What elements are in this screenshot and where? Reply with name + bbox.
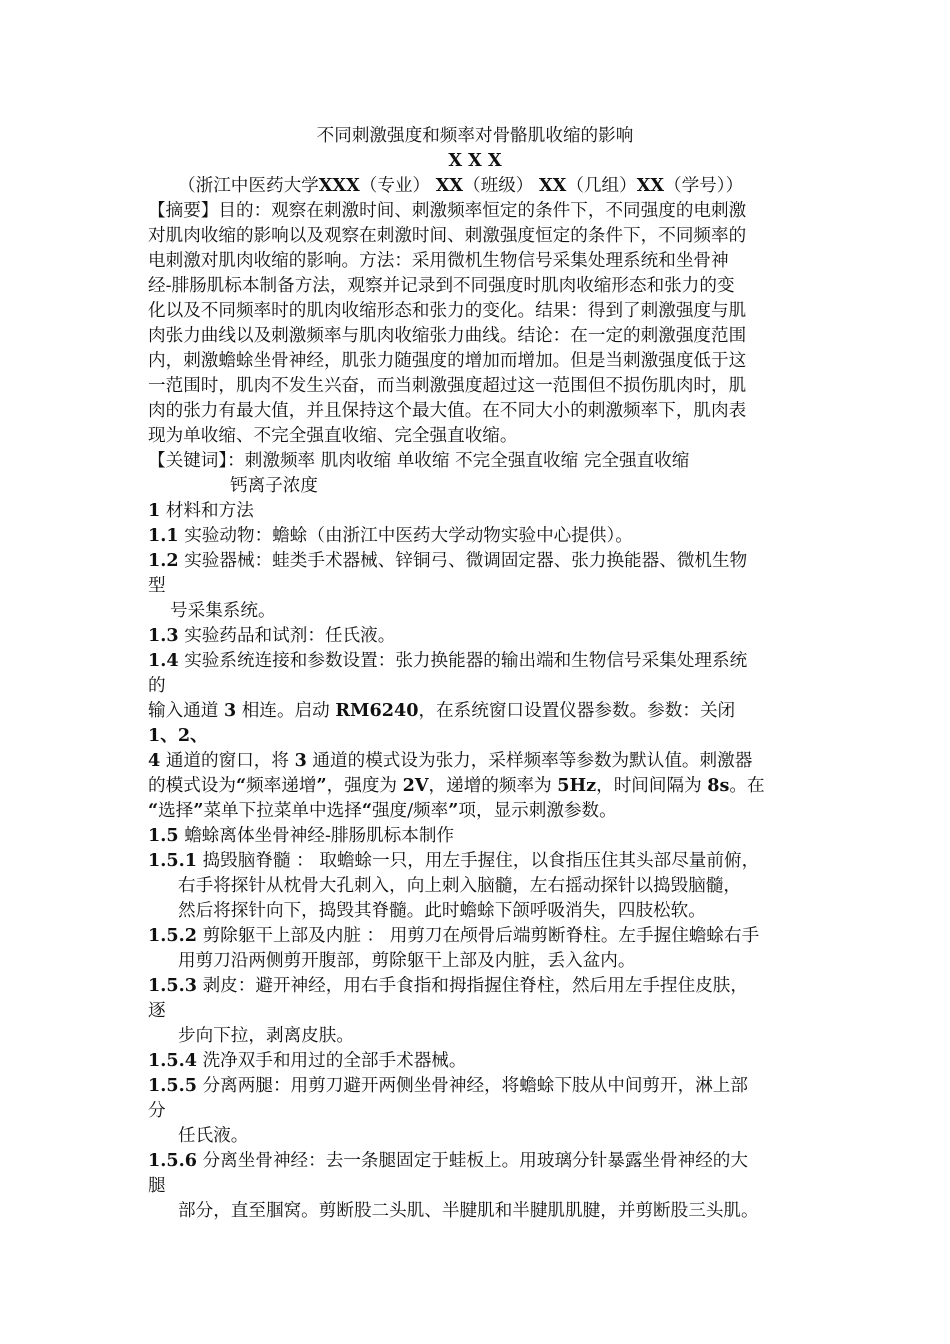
keywords-continued: 钙离子浓度 <box>230 476 318 496</box>
abstract-line: 对肌肉收缩的影响以及观察在刺激时间、刺激强度恒定的条件下，不同频率的 <box>148 226 747 246</box>
section-1-2: 1.2 实验器械：蛙类手术器械、锌铜弓、微调固定器、张力换能器、微机生物 <box>148 550 748 571</box>
abstract-line: 化以及不同频率时的肌肉收缩形态和张力的变化。结果：得到了刺激强度与肌 <box>148 301 747 321</box>
section-1-4-line: 4 通道的窗口，将 3 通道的模式设为张力，采样频率等参数为默认值。刺激器 <box>148 750 753 771</box>
section-1-4-line: “选择”菜单下拉菜单中选择“强度/频率”项，显示刺激参数。 <box>148 800 617 821</box>
section-1-5-1-continued: 然后将探针向下，捣毁其脊髓。此时蟾蜍下颌呼吸消失，四肢松软。 <box>178 901 706 921</box>
section-1-4-line: 输入通道 3 相连。启动 RM6240，在系统窗口设置仪器参数。参数：关闭 <box>148 700 736 721</box>
section-1-5-5-continued: 任氏液。 <box>178 1126 249 1146</box>
section-1-5-6: 1.5.6 分离坐骨神经：去一条腿固定于蛙板上。用玻璃分针暴露坐骨神经的大 <box>148 1150 748 1171</box>
section-1-5-5: 1.5.5 分离两腿：用剪刀避开两侧坐骨神经，将蟾蜍下肢从中间剪开，淋上部 <box>148 1075 748 1096</box>
section-1-5-6-continued: 部分，直至腘窝。剪断股二头肌、半腱肌和半腱肌肌腱，并剪断股三头肌。 <box>178 1201 759 1221</box>
abstract-line: 肉张力曲线以及刺激频率与肌肉收缩张力曲线。结论：在一定的刺激强度范围 <box>148 326 747 346</box>
section-1-5-3-wrap: 逐 <box>148 1001 166 1021</box>
section-1-5-1-continued: 右手将探针从枕骨大孔刺入，向上刺入脑髓，左右摇动探针以捣毁脑髓， <box>178 876 742 896</box>
abstract-line: 肉的张力有最大值，并且保持这个最大值。在不同大小的刺激频率下，肌肉表 <box>148 401 747 421</box>
section-1-5-6-wrap: 腿 <box>148 1176 166 1196</box>
abstract-line: 经-腓肠肌标本制备方法，观察并记录到不同强度时肌肉收缩形态和张力的变 <box>148 276 735 296</box>
section-1-5-3: 1.5.3 剥皮：避开神经，用右手食指和拇指握住脊柱，然后用左手捏住皮肤， <box>148 975 748 996</box>
abstract-line: 【摘要】目的：观察在刺激时间、刺激频率恒定的条件下，不同强度的电刺激 <box>148 201 747 221</box>
section-heading-1: 1 材料和方法 <box>148 500 254 521</box>
section-1-5-1: 1.5.1 捣毁脑脊髓 ： 取蟾蜍一只，用左手握住，以食指压住其头部尽量前俯， <box>148 850 760 871</box>
abstract-line: 现为单收缩、不完全强直收缩、完全强直收缩。 <box>148 426 518 446</box>
affiliation: （浙江中医药大学XXX（专业） XX（班级） XX（几组）XX（学号）） <box>178 175 744 196</box>
section-1-5-2: 1.5.2 剪除躯干上部及内脏 ： 用剪刀在颅骨后端剪断脊柱。左手握住蟾蜍右手 <box>148 925 760 946</box>
section-1-4: 1.4 实验系统连接和参数设置：张力换能器的输出端和生物信号采集处理系统 <box>148 650 748 671</box>
section-1-5-5-wrap: 分 <box>148 1101 166 1121</box>
section-1-5: 1.5 蟾蜍离体坐骨神经-腓肠肌标本制作 <box>148 825 455 846</box>
section-1-5-4: 1.5.4 洗净双手和用过的全部手术器械。 <box>148 1050 467 1071</box>
abstract-line: 电刺激对肌肉收缩的影响。方法：采用微机生物信号采集处理系统和坐骨神 <box>148 251 729 271</box>
paper-title: 不同刺激强度和频率对骨骼肌收缩的影响 <box>316 126 634 146</box>
section-1-4-wrap: 的 <box>148 676 166 696</box>
keywords: 【关键词】：刺激频率 肌肉收缩 单收缩 不完全强直收缩 完全强直收缩 <box>148 451 690 471</box>
abstract-line: 一范围时，肌肉不发生兴奋，而当刺激强度超过这一范围但不损伤肌肉时，肌 <box>148 376 747 396</box>
section-1-1: 1.1 实验动物：蟾蜍（由浙江中医药大学动物实验中心提供）。 <box>148 525 633 546</box>
abstract-line: 内，刺激蟾蜍坐骨神经，肌张力随强度的增加而增加。但是当刺激强度低于这 <box>148 351 747 371</box>
section-1-2-continued: 号采集系统。 <box>170 601 276 621</box>
author: X X X <box>448 150 502 171</box>
section-1-2-wrap: 型 <box>148 576 166 596</box>
section-1-5-2-continued: 用剪刀沿两侧剪开腹部，剪除躯干上部及内脏，丢入盆内。 <box>178 951 636 971</box>
section-1-4-line: 1、2、 <box>148 725 208 746</box>
section-1-3: 1.3 实验药品和试剂：任氏液。 <box>148 625 396 646</box>
section-1-4-line: 的模式设为“频率递增”，强度为 2V，递增的频率为 5Hz，时间间隔为 8s。在 <box>148 775 765 796</box>
section-1-5-3-continued: 步向下拉，剥离皮肤。 <box>178 1026 354 1046</box>
